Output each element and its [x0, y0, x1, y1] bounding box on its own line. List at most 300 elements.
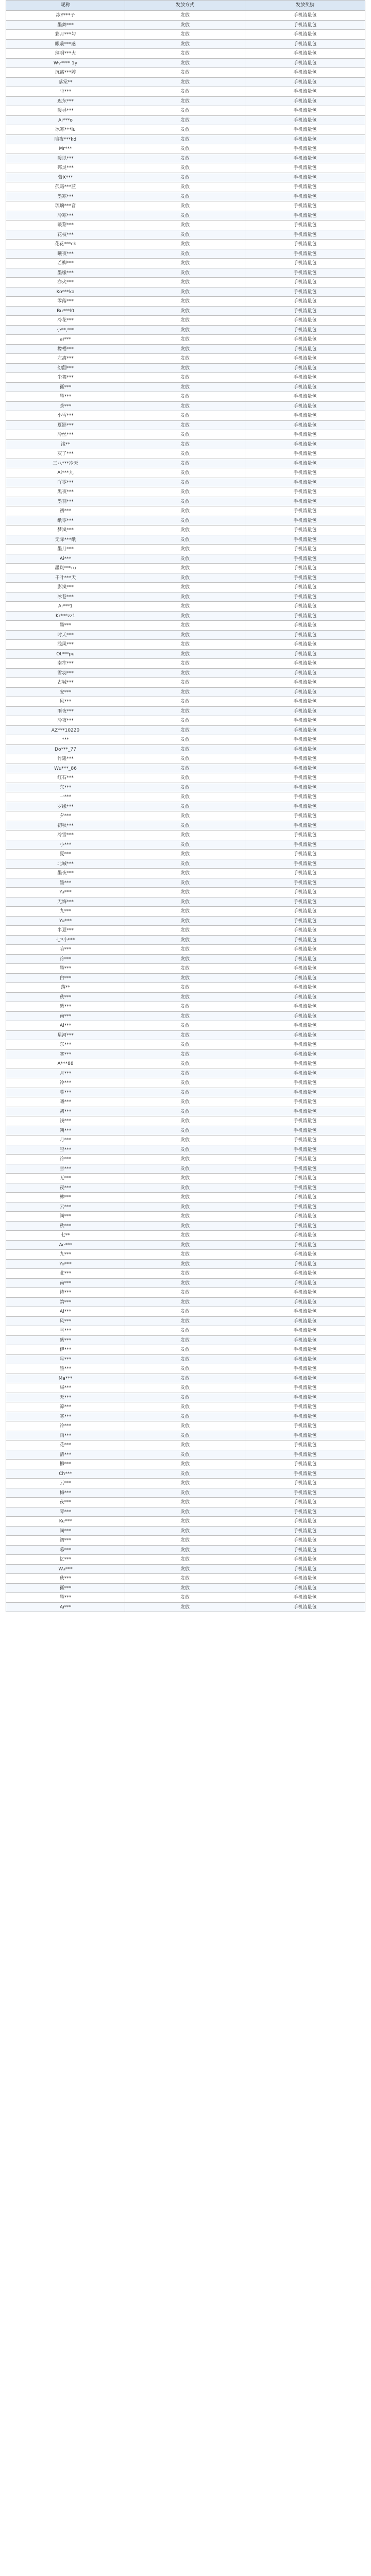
nickname-cell: 墨岚***ru	[6, 564, 125, 573]
method-cell: 发放	[125, 287, 245, 297]
method-cell: 发放	[125, 745, 245, 755]
reward-cell: 手机流量包	[245, 831, 365, 840]
nickname-cell: 浅***	[6, 1116, 125, 1126]
nickname-cell: 哈***	[6, 945, 125, 955]
method-cell: 发放	[125, 917, 245, 926]
nickname-cell: 紫X***	[6, 173, 125, 183]
method-cell: 发放	[125, 716, 245, 726]
reward-cell: 手机流量包	[245, 516, 365, 526]
nickname-cell: 初***	[6, 506, 125, 516]
method-cell: 发放	[125, 754, 245, 764]
reward-cell: 手机流量包	[245, 1183, 365, 1193]
table-row	[6, 1145, 365, 1155]
reward-cell: 手机流量包	[245, 1517, 365, 1527]
table-row	[6, 516, 365, 526]
nickname-cell: 琉璃***音	[6, 201, 125, 211]
header-nickname: 昵称	[6, 1, 125, 11]
reward-cell: 手机流量包	[245, 392, 365, 402]
table-row	[6, 897, 365, 907]
method-cell: 发放	[125, 1345, 245, 1355]
table-row	[6, 11, 365, 21]
method-cell: 发放	[125, 297, 245, 307]
nickname-cell: 浅**	[6, 440, 125, 450]
reward-cell: 手机流量包	[245, 49, 365, 59]
reward-cell: 手机流量包	[245, 821, 365, 831]
method-cell: 发放	[125, 11, 245, 21]
nickname-cell: 冷***	[6, 1155, 125, 1164]
nickname-cell: 墨缘***	[6, 268, 125, 278]
reward-cell: 手机流量包	[245, 1145, 365, 1155]
nickname-cell: Ya***	[6, 888, 125, 897]
table-row	[6, 1155, 365, 1164]
method-cell: 发放	[125, 516, 245, 526]
method-cell: 发放	[125, 1288, 245, 1298]
table-row	[6, 1260, 365, 1269]
nickname-cell: Ot***pu	[6, 650, 125, 659]
nickname-cell: 时天***	[6, 631, 125, 640]
table-row	[6, 1421, 365, 1431]
table-row	[6, 30, 365, 40]
reward-cell: 手机流量包	[245, 192, 365, 202]
nickname-cell: 紫***	[6, 1002, 125, 1012]
table-row	[6, 1069, 365, 1079]
table-row	[6, 573, 365, 583]
method-cell: 发放	[125, 1584, 245, 1594]
method-cell: 发放	[125, 1269, 245, 1279]
reward-cell: 手机流量包	[245, 268, 365, 278]
method-cell: 发放	[125, 1555, 245, 1565]
method-cell: 发放	[125, 1222, 245, 1231]
table-row	[6, 1603, 365, 1613]
reward-cell: 手机流量包	[245, 135, 365, 145]
reward-cell: 手机流量包	[245, 1288, 365, 1298]
nickname-cell: 灰了***	[6, 449, 125, 459]
method-cell: 发放	[125, 1174, 245, 1183]
method-cell: 发放	[125, 1078, 245, 1088]
reward-cell: 手机流量包	[245, 1498, 365, 1507]
method-cell: 发放	[125, 573, 245, 583]
method-cell: 发放	[125, 840, 245, 850]
method-cell: 发放	[125, 1260, 245, 1269]
method-cell: 发放	[125, 1059, 245, 1069]
nickname-cell: 落棠**	[6, 78, 125, 88]
method-cell: 发放	[125, 307, 245, 316]
table-row	[6, 1383, 365, 1393]
method-cell: 发放	[125, 1364, 245, 1374]
reward-cell: 手机流量包	[245, 1421, 365, 1431]
nickname-cell: 花枝***	[6, 230, 125, 240]
nickname-cell: 鸽***	[6, 1298, 125, 1308]
table-row	[6, 211, 365, 221]
table-row	[6, 1288, 365, 1298]
method-cell: 发放	[125, 402, 245, 412]
table-row	[6, 1126, 365, 1136]
table-row	[6, 612, 365, 621]
reward-cell: 手机流量包	[245, 1097, 365, 1107]
nickname-cell: 月***	[6, 1069, 125, 1079]
reward-cell: 手机流量包	[245, 478, 365, 488]
table-row	[6, 1584, 365, 1594]
reward-cell: 手机流量包	[245, 1603, 365, 1613]
table-row	[6, 716, 365, 726]
nickname-cell: Ko***ka	[6, 287, 125, 297]
table-row	[6, 1298, 365, 1308]
nickname-cell: 七**	[6, 1231, 125, 1241]
table-row	[6, 326, 365, 335]
method-cell: 发放	[125, 659, 245, 669]
method-cell: 发放	[125, 1412, 245, 1422]
method-cell: 发放	[125, 1603, 245, 1613]
nickname-cell: 花花***ck	[6, 240, 125, 249]
reward-cell: 手机流量包	[245, 1546, 365, 1555]
nickname-cell: 零落***	[6, 297, 125, 307]
method-cell: 发放	[125, 726, 245, 736]
nickname-cell: 左离***	[6, 354, 125, 364]
table-row	[6, 964, 365, 974]
nickname-cell: 墨***	[6, 392, 125, 402]
nickname-cell: 雨夜***	[6, 707, 125, 717]
reward-cell: 手机流量包	[245, 697, 365, 707]
reward-cell: 手机流量包	[245, 125, 365, 135]
table-row	[6, 831, 365, 840]
table-row	[6, 354, 365, 364]
table-row	[6, 201, 365, 211]
table-row	[6, 1336, 365, 1346]
table-row	[6, 78, 365, 88]
reward-cell: 手机流量包	[245, 1593, 365, 1603]
table-row	[6, 650, 365, 659]
table-row	[6, 726, 365, 736]
method-cell: 发放	[125, 1021, 245, 1031]
nickname-cell: Ai***	[6, 1021, 125, 1031]
table-row	[6, 974, 365, 984]
method-cell: 发放	[125, 154, 245, 164]
method-cell: 发放	[125, 383, 245, 393]
nickname-cell: 南***	[6, 1279, 125, 1289]
method-cell: 发放	[125, 621, 245, 631]
method-cell: 发放	[125, 1565, 245, 1574]
reward-cell: 手机流量包	[245, 688, 365, 698]
table-row	[6, 1412, 365, 1422]
table-row	[6, 1507, 365, 1517]
table-row	[6, 535, 365, 545]
method-cell: 发放	[125, 936, 245, 945]
reward-cell: 手机流量包	[245, 335, 365, 345]
reward-cell: 手机流量包	[245, 21, 365, 30]
method-cell: 发放	[125, 106, 245, 116]
table-row	[6, 135, 365, 145]
table-row	[6, 1231, 365, 1241]
method-cell: 发放	[125, 345, 245, 354]
table-row	[6, 1088, 365, 1098]
method-cell: 发放	[125, 554, 245, 564]
table-row	[6, 154, 365, 164]
table-row	[6, 1355, 365, 1365]
reward-cell: 手机流量包	[245, 354, 365, 364]
nickname-cell: 孤***	[6, 383, 125, 393]
nickname-cell: 三八***冷天	[6, 459, 125, 469]
method-cell: 发放	[125, 1040, 245, 1050]
table-row	[6, 1174, 365, 1183]
table-row	[6, 1031, 365, 1041]
nickname-cell: 花***	[6, 1440, 125, 1450]
table-row	[6, 735, 365, 745]
method-cell: 发放	[125, 1031, 245, 1041]
table-row	[6, 1040, 365, 1050]
nickname-cell: Wv**** 1y	[6, 59, 125, 69]
nickname-cell: 伊***	[6, 1345, 125, 1355]
nickname-cell: 诗***	[6, 1288, 125, 1298]
nickname-cell: 冷寒***	[6, 211, 125, 221]
table-row	[6, 840, 365, 850]
reward-cell: 手机流量包	[245, 869, 365, 878]
nickname-cell: 梅***	[6, 1488, 125, 1498]
method-cell: 发放	[125, 392, 245, 402]
method-cell: 发放	[125, 1193, 245, 1202]
nickname-cell: Ai***	[6, 554, 125, 564]
method-cell: 发放	[125, 59, 245, 69]
reward-cell: 手机流量包	[245, 221, 365, 230]
method-cell: 发放	[125, 583, 245, 592]
nickname-cell: Wu***_86	[6, 764, 125, 774]
table-row	[6, 1402, 365, 1412]
nickname-cell: 尘舞***	[6, 373, 125, 383]
nickname-cell: 寒***	[6, 1050, 125, 1060]
table-row	[6, 1364, 365, 1374]
nickname-cell: 云***	[6, 1479, 125, 1488]
method-cell: 发放	[125, 869, 245, 878]
table-row	[6, 1050, 365, 1060]
nickname-cell: Kr***zz1	[6, 612, 125, 621]
reward-cell: 手机流量包	[245, 888, 365, 897]
method-cell: 发放	[125, 478, 245, 488]
nickname-cell: 墨***	[6, 964, 125, 974]
method-cell: 发放	[125, 144, 245, 154]
nickname-cell: 无悔***	[6, 897, 125, 907]
nickname-cell: 茶***	[6, 402, 125, 412]
table-row	[6, 221, 365, 230]
method-cell: 发放	[125, 1145, 245, 1155]
table-row	[6, 173, 365, 183]
nickname-cell: 云***	[6, 1202, 125, 1212]
nickname-cell: Ae***	[6, 1241, 125, 1250]
nickname-cell: 秋***	[6, 993, 125, 1003]
reward-cell: 手机流量包	[245, 735, 365, 745]
nickname-cell: 零***	[6, 1507, 125, 1517]
nickname-cell: 夏影***	[6, 421, 125, 431]
nickname-cell: 暗夜***kd	[6, 135, 125, 145]
table-row	[6, 602, 365, 612]
reward-cell: 手机流量包	[245, 259, 365, 268]
nickname-cell: Ma***	[6, 1374, 125, 1384]
reward-cell: 手机流量包	[245, 1059, 365, 1069]
method-cell: 发放	[125, 163, 245, 173]
method-cell: 发放	[125, 373, 245, 383]
table-row	[6, 792, 365, 802]
reward-cell: 手机流量包	[245, 1136, 365, 1145]
nickname-cell: 罗缘***	[6, 802, 125, 812]
nickname-cell: 朔***	[6, 1126, 125, 1136]
method-cell: 发放	[125, 506, 245, 516]
method-cell: 发放	[125, 1107, 245, 1117]
table-row	[6, 764, 365, 774]
table-row	[6, 1574, 365, 1584]
method-cell: 发放	[125, 440, 245, 450]
table-row	[6, 888, 365, 897]
table-row	[6, 87, 365, 97]
nickname-cell: 九***	[6, 1250, 125, 1260]
method-cell: 发放	[125, 335, 245, 345]
table-row	[6, 926, 365, 936]
nickname-cell: 秋***	[6, 1574, 125, 1584]
table-row	[6, 669, 365, 679]
reward-cell: 手机流量包	[245, 945, 365, 955]
reward-cell: 手机流量包	[245, 402, 365, 412]
reward-cell: 手机流量包	[245, 1374, 365, 1384]
reward-cell: 手机流量包	[245, 287, 365, 297]
method-cell: 发放	[125, 87, 245, 97]
table-row	[6, 1393, 365, 1403]
table-row	[6, 564, 365, 573]
reward-cell: 手机流量包	[245, 955, 365, 964]
method-cell: 发放	[125, 249, 245, 259]
table-row	[6, 1183, 365, 1193]
nickname-cell: 东***	[6, 1040, 125, 1050]
reward-cell: 手机流量包	[245, 411, 365, 421]
reward-cell: 手机流量包	[245, 802, 365, 812]
reward-cell: 手机流量包	[245, 840, 365, 850]
nickname-cell: 邦灵***	[6, 163, 125, 173]
method-cell: 发放	[125, 1593, 245, 1603]
nickname-cell: 夜***	[6, 1183, 125, 1193]
method-cell: 发放	[125, 564, 245, 573]
table-row	[6, 21, 365, 30]
method-cell: 发放	[125, 697, 245, 707]
reward-cell: 手机流量包	[245, 1555, 365, 1565]
nickname-cell: 秋***	[6, 1222, 125, 1231]
nickname-cell: 暮***	[6, 1546, 125, 1555]
method-cell: 发放	[125, 545, 245, 554]
table-row	[6, 1317, 365, 1327]
reward-cell: 手机流量包	[245, 364, 365, 374]
nickname-cell: 墨***	[6, 621, 125, 631]
nickname-cell: 千叶***天	[6, 573, 125, 583]
method-cell: 发放	[125, 526, 245, 535]
nickname-cell: 东***	[6, 783, 125, 793]
nickname-cell: 黑夜***	[6, 487, 125, 497]
method-cell: 发放	[125, 230, 245, 240]
reward-cell: 手机流量包	[245, 545, 365, 554]
table-row	[6, 821, 365, 831]
nickname-cell: 空***	[6, 1145, 125, 1155]
method-cell: 发放	[125, 1307, 245, 1317]
reward-cell: 手机流量包	[245, 1222, 365, 1231]
reward-cell: 手机流量包	[245, 182, 365, 192]
nickname-cell: Ai***o	[6, 116, 125, 126]
reward-cell: 手机流量包	[245, 1412, 365, 1422]
table-row	[6, 1059, 365, 1069]
method-cell: 发放	[125, 878, 245, 888]
method-cell: 发放	[125, 125, 245, 135]
reward-cell: 手机流量包	[245, 859, 365, 869]
reward-cell: 手机流量包	[245, 1107, 365, 1117]
reward-cell: 手机流量包	[245, 878, 365, 888]
reward-cell: 手机流量包	[245, 1440, 365, 1450]
table-row	[6, 583, 365, 592]
table-row	[6, 878, 365, 888]
reward-cell: 手机流量包	[245, 30, 365, 40]
table-row	[6, 297, 365, 307]
table-row	[6, 249, 365, 259]
method-cell: 发放	[125, 1536, 245, 1546]
method-cell: 发放	[125, 1469, 245, 1479]
table-row	[6, 955, 365, 964]
nickname-cell: 冷雪***	[6, 831, 125, 840]
table-row	[6, 1164, 365, 1174]
table-row	[6, 1002, 365, 1012]
method-cell: 发放	[125, 30, 245, 40]
table-row	[6, 125, 365, 135]
table-row	[6, 1536, 365, 1546]
reward-cell: 手机流量包	[245, 631, 365, 640]
reward-cell: 手机流量包	[245, 97, 365, 107]
reward-cell: 手机流量包	[245, 1355, 365, 1365]
reward-cell: 手机流量包	[245, 764, 365, 774]
table-row	[6, 907, 365, 917]
method-cell: 发放	[125, 983, 245, 993]
table-row	[6, 1116, 365, 1126]
reward-cell: 手机流量包	[245, 249, 365, 259]
method-cell: 发放	[125, 1421, 245, 1431]
reward-cell: 手机流量包	[245, 936, 365, 945]
reward-cell: 手机流量包	[245, 1126, 365, 1136]
table-row	[6, 1488, 365, 1498]
reward-cell: 手机流量包	[245, 421, 365, 431]
reward-cell: 手机流量包	[245, 907, 365, 917]
nickname-cell: 紫***	[6, 1336, 125, 1346]
table-row	[6, 678, 365, 688]
method-cell: 发放	[125, 68, 245, 78]
nickname-cell: 冷夜***	[6, 716, 125, 726]
method-cell: 发放	[125, 831, 245, 840]
reward-cell: 手机流量包	[245, 297, 365, 307]
table-row	[6, 993, 365, 1003]
reward-cell: 手机流量包	[245, 1241, 365, 1250]
nickname-cell: 凉***	[6, 1402, 125, 1412]
method-cell: 发放	[125, 1069, 245, 1079]
table-row	[6, 1136, 365, 1145]
reward-cell: 手机流量包	[245, 1364, 365, 1374]
nickname-cell: Ai***	[6, 1603, 125, 1613]
method-cell: 发放	[125, 1479, 245, 1488]
nickname-cell: 月***	[6, 1136, 125, 1145]
reward-cell: 手机流量包	[245, 1460, 365, 1469]
method-cell: 发放	[125, 1336, 245, 1346]
reward-cell: 手机流量包	[245, 678, 365, 688]
reward-cell: 手机流量包	[245, 1279, 365, 1289]
nickname-cell: 曦夜***	[6, 249, 125, 259]
table-row	[6, 1374, 365, 1384]
nickname-cell: 曦***	[6, 1097, 125, 1107]
table-row	[6, 697, 365, 707]
method-cell: 发放	[125, 1012, 245, 1022]
nickname-cell: 冷***	[6, 1421, 125, 1431]
reward-cell: 手机流量包	[245, 897, 365, 907]
table-row	[6, 1021, 365, 1031]
table-row	[6, 783, 365, 793]
nickname-cell: 暖寻***	[6, 106, 125, 116]
table-row	[6, 1593, 365, 1603]
